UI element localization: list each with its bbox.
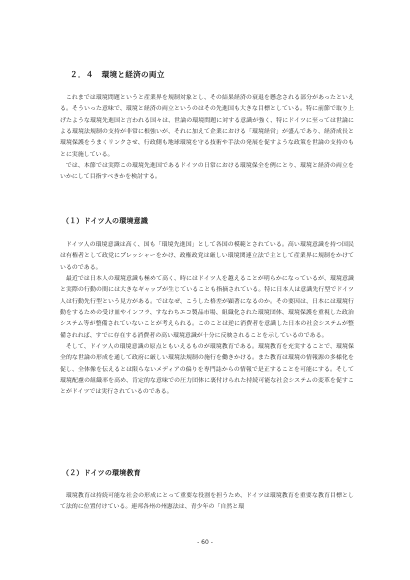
body-paragraph: 環境教育は持続可能な社会の形成にとって重要な役割を担うため、ドイツは環境教育を重要な教育目標として法的に位置付けている。連邦各州の州憲法は、青少年の「自然と環 (60, 493, 354, 511)
section-body (60, 93, 354, 184)
subsection-heading-environmental-education: （２）ドイツの環境教育 (62, 468, 141, 477)
body-paragraph: そして、ドイツ人の環境意識の原点ともいえるものが環境教育である。環境教育を充実することで、環境保全的な世論の形成を通して政府に厳しい環境法規制の施行を働きかける。また教育は環境の情報源の多様化を促し、全体像を伝えるとは限らないメディアの偏りを専門誌からの情報で是正することを可能にする。そして環境配慮の組織率を高め、肯定的な意味での圧力団体に裏付けられた持続可能な社会システムの変革を促すことがドイツでは実行されているのである。 (60, 344, 354, 396)
body-paragraph: 最近では日本人の環境意識も極めて高く、時にはドイツ人を越えることが明らかになっているが、環境意識と実際の行動の間には大きなギャップが生じていることも指摘されている。特に日本人は意識先行型でドイツ人は行動先行型という見方がある。ではなぜ、こうした格差が顕著になるのか。その要因は、日本には環境行動をするための受け皿やインフラ、すなわちエコ製品市場、組織化された環境団体、環境保護を重視した政治システム等が整備されていないことが考えられる。このことは逆に消費者を意識した日本の社会システムが整備されれば、すでに存在する消費者の高い環境意識が十分に反映されることを示しているのである。 (60, 276, 354, 339)
body-paragraph: これまでは環境問題というと産業界を規制対象とし、その結果経済の衰退を懸念される部分があったといえる。そういった意味で、環境と経済の両立というのはその先進国も大きな目標としている。特に前節で取り上げたような環境先進国と言われる国々は、世論の環境問題に対する意識が強く、特にドイツに至っては世論による環境法規制の支持が非常に根強いが、それに加えて企業における「環境経営」が盛んであり、経済成長と環境保護をうまくリンクさせ、行政側も地球環境を守る技術や手法の発展を促すような政策を世論の支持のもとに実施している。 (60, 95, 354, 158)
subsection-heading-german-awareness: （１）ドイツ人の環境意識 (62, 216, 149, 225)
page-number: - 60 - (197, 539, 213, 546)
subsection-body-german-awareness (60, 240, 354, 399)
subsection-body-environmental-education (60, 491, 354, 514)
section-heading: ２．４ 環境と経済の両立 (70, 70, 165, 79)
body-paragraph: ドイツ人の環境意識は高く、国も「環境先進国」として各国の模範とされている。高い環境意識を持つ国民は有権者として政党にプレッシャーをかけ、政権政党は厳しい環境関連立法で主として産業界に規制をかけているのである。 (60, 242, 354, 271)
body-paragraph: では、本節では実際この環境先進国であるドイツの日常における環境保全を例にとり、環境と経済の両立をいかにして目指すべきかを検討する。 (60, 163, 354, 181)
